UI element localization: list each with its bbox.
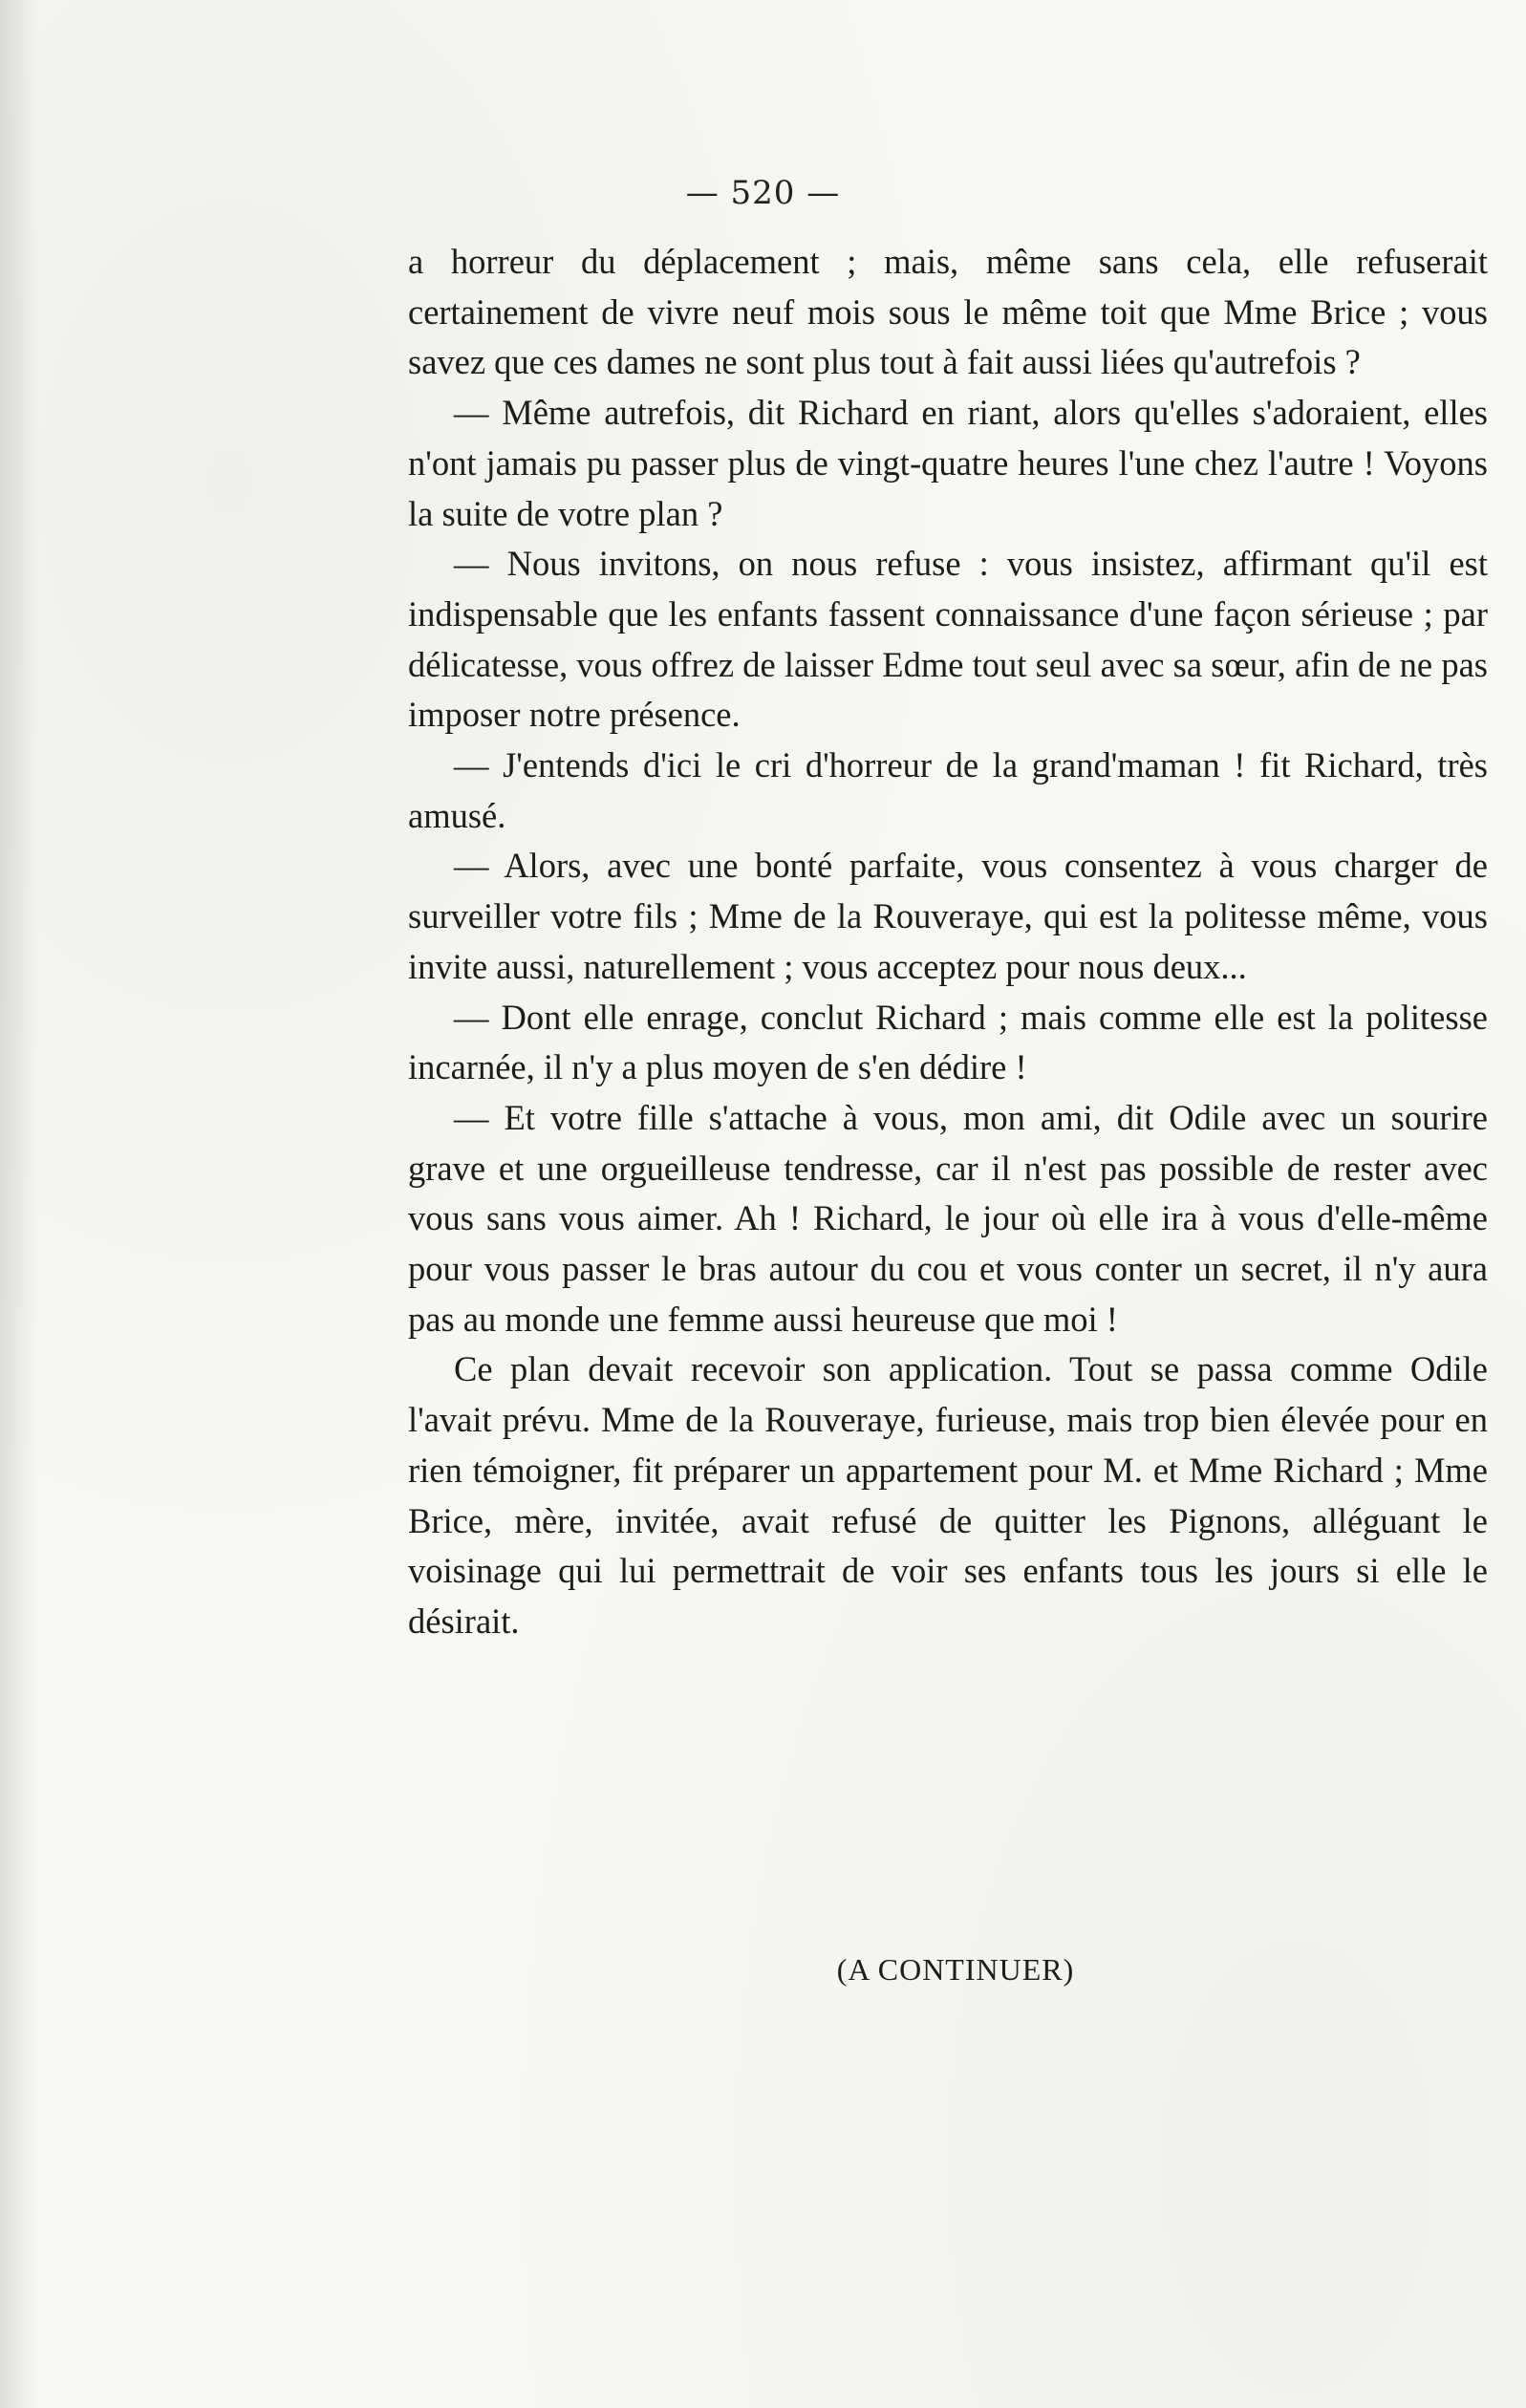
scan-edge-shadow xyxy=(0,0,38,2408)
to-be-continued: (A CONTINUER) xyxy=(836,1952,1075,1987)
paragraph-5: — Alors, avec une bonté parfaite, vous consentez à vous charger de surveiller votre fils ; Mme de la Rouveraye, qui est la politesse même, vous invite aussi, naturellement ; vous acceptez pour nous deux... xyxy=(408,846,1488,986)
paragraph-4: — J'entends d'ici le cri d'horreur de la grand'maman ! fit Richard, très amusé. xyxy=(408,745,1488,835)
paragraph-1: a horreur du déplacement ; mais, même sans cela, elle refuserait certainement de vivre neuf mois sous le même toit que Mme Brice ; vous savez que ces dames ne sont plus tout à fait aussi liées qu'autrefois ? xyxy=(408,242,1488,382)
body-text xyxy=(408,237,1488,1647)
paragraph-2: — Même autrefois, dit Richard en riant, alors qu'elles s'adoraient, elles n'ont jamais pu passer plus de vingt-quatre heures l'une chez l'autre ! Voyons la suite de votre plan ? xyxy=(408,393,1488,533)
paragraph-6: — Dont elle enrage, conclut Richard ; mais comme elle est la politesse incarnée, il n'y a plus moyen de s'en dédire ! xyxy=(408,997,1488,1087)
page-number: — 520 — xyxy=(685,174,841,212)
paragraph-8: Ce plan devait recevoir son application. Tout se passa comme Odile l'avait prévu. Mme de la Rouveraye, furieuse, mais trop bien élevée pour en rien témoigner, fit préparer un appartement pour M. et Mme Richard ; Mme Brice, mère, invitée, avait refusé de quitter les Pignons, alléguant le voisinage qui lui permettrait de voir ses enfants tous les jours si elle le désirait. xyxy=(408,1349,1488,1641)
paragraph-3: — Nous invitons, on nous refuse : vous insistez, affirmant qu'il est indispensable que les enfants fassent connaissance d'une façon sérieuse ; par délicatesse, vous offrez de laisser Edme tout seul avec sa sœur, afin de ne pas imposer notre présence. xyxy=(408,544,1488,735)
paragraph-7: — Et votre fille s'attache à vous, mon ami, dit Odile avec un sourire grave et une orgueilleuse tendresse, car il n'est pas possible de rester avec vous sans vous aimer. Ah ! Richard, le jour où elle ira à vous d'elle-même pour vous passer le bras autour du cou et vous conter un secret, il n'y aura pas au monde une femme aussi heureuse que moi ! xyxy=(408,1097,1488,1339)
